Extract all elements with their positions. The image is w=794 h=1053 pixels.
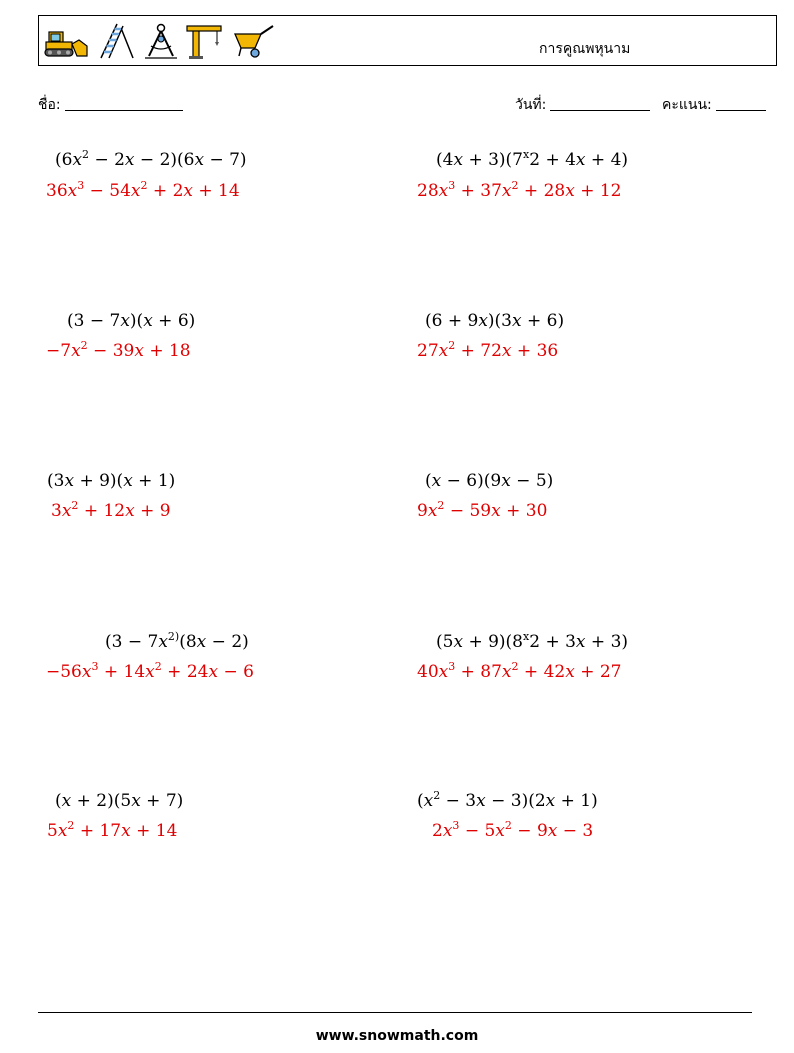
expr-token: + 1) — [132, 471, 176, 491]
expr-token: x — [124, 150, 135, 170]
score-blank[interactable] — [716, 96, 766, 111]
expr-token: x — [183, 181, 193, 201]
expr-token: + 37 — [455, 181, 502, 201]
expr-token: 3 — [91, 660, 99, 673]
expr-token: x — [491, 501, 501, 521]
expr-token: − 3 — [557, 821, 594, 841]
expr-token: + 3)(7 — [463, 150, 523, 170]
expr-token: x — [523, 630, 530, 643]
expr-token: + 2 — [147, 181, 184, 201]
expr-token: (8 — [179, 632, 197, 652]
expr-token: 3 — [77, 179, 85, 192]
expr-token: x — [575, 632, 586, 652]
footer-divider — [38, 1012, 752, 1013]
expr-token: x — [442, 821, 453, 841]
expr-token: x — [565, 181, 575, 201]
problem-8-question — [436, 632, 628, 652]
expr-token: x — [547, 821, 558, 841]
expr-token: 2 — [511, 660, 519, 673]
expr-token: (6 — [55, 150, 73, 170]
expr-token: x — [61, 791, 72, 811]
expr-token: 27 — [417, 341, 439, 361]
date-label: วันที่: — [515, 97, 547, 113]
expr-token: x — [67, 181, 78, 201]
wheelbarrow-icon — [231, 22, 275, 60]
expr-token: x — [72, 150, 83, 170]
problem-6-question — [425, 471, 553, 491]
problem-7-answer — [46, 662, 254, 682]
expr-token: + 72 — [455, 341, 502, 361]
expr-token: 3 — [448, 660, 456, 673]
expr-token: 3 — [452, 819, 460, 832]
expr-token: + 36 — [511, 341, 559, 361]
expr-token: + 14 — [98, 662, 146, 682]
problem-1-answer — [46, 181, 240, 201]
score-label: คะแนน: — [662, 97, 712, 113]
expr-token: + 14 — [192, 181, 240, 201]
expr-token: x — [121, 821, 131, 841]
expr-token: + 4) — [585, 150, 629, 170]
expr-token: − 9 — [511, 821, 548, 841]
problem-4-question — [425, 311, 564, 331]
expr-token: + 24 — [161, 662, 209, 682]
expr-token: x — [57, 821, 68, 841]
expr-token: − 6)(9 — [441, 471, 502, 491]
expr-token: x — [512, 311, 522, 331]
expr-token: + 6) — [152, 311, 196, 331]
date-field — [515, 94, 650, 116]
expr-token: ( — [417, 791, 424, 811]
problem-2-question — [436, 150, 628, 170]
problem-4-answer — [417, 341, 558, 361]
expr-token: 40 — [417, 662, 439, 682]
expr-token: x — [453, 632, 464, 652]
expr-token: x — [453, 150, 464, 170]
expr-token: 2 — [67, 819, 75, 832]
expr-token: 2 — [448, 339, 456, 352]
expr-token: x — [478, 311, 488, 331]
expr-token: x — [131, 791, 141, 811]
expr-token: 2 — [80, 339, 88, 352]
expr-token: 2 — [432, 821, 443, 841]
problem-6-answer — [417, 501, 547, 521]
expr-token: −56 — [46, 662, 82, 682]
problem-7-question — [105, 632, 249, 652]
expr-token: x — [501, 341, 512, 361]
expr-token: x — [438, 662, 449, 682]
expr-token: 2 — [140, 179, 148, 192]
expr-token: x — [123, 471, 133, 491]
expr-token: x — [120, 311, 130, 331]
expr-token: 3 — [51, 501, 62, 521]
expr-token: (3 − 7 — [105, 632, 159, 652]
expr-token: 2 — [437, 499, 445, 512]
problem-9-question — [55, 791, 183, 811]
expr-token: x — [501, 181, 512, 201]
expr-token: x — [71, 341, 81, 361]
expr-token: x — [575, 150, 586, 170]
expr-token: − 3)(2 — [485, 791, 546, 811]
problem-3-answer — [46, 341, 191, 361]
problem-10-answer — [432, 821, 593, 841]
compass-icon — [143, 22, 179, 60]
expr-token: + 9)(8 — [463, 632, 523, 652]
expr-token: 2 — [433, 789, 441, 802]
expr-token: ( — [55, 791, 62, 811]
worksheet-title: การคูณพหุนาม — [539, 41, 631, 57]
expr-token: 2 — [529, 150, 541, 170]
name-label: ชื่อ: — [38, 97, 61, 113]
expr-token: (3 − 7 — [67, 311, 121, 331]
expr-token: x — [501, 471, 511, 491]
expr-token: )(3 — [487, 311, 513, 331]
expr-token: + 6) — [521, 311, 565, 331]
worksheet-header — [38, 15, 777, 66]
expr-token: x — [423, 791, 434, 811]
expr-token: x — [81, 662, 92, 682]
crane-icon — [185, 22, 225, 60]
expr-token: x — [130, 181, 141, 201]
expr-token: − 7) — [204, 150, 247, 170]
expr-token: 28 — [417, 181, 439, 201]
expr-token: x — [61, 501, 72, 521]
bulldozer-icon — [43, 22, 91, 60]
expr-token: (4 — [436, 150, 454, 170]
expr-token: x — [64, 471, 75, 491]
expr-token: x — [427, 501, 438, 521]
expr-token: − 6 — [218, 662, 254, 682]
expr-token: x — [501, 662, 512, 682]
expr-token: + 14 — [130, 821, 178, 841]
expr-token: ( — [425, 471, 432, 491]
expr-token: + 12 — [78, 501, 126, 521]
expr-token: + 1) — [555, 791, 598, 811]
expr-token: + 42 — [518, 662, 566, 682]
expr-token: x — [125, 501, 135, 521]
problem-5-question — [47, 471, 175, 491]
header-icons — [43, 22, 275, 60]
expr-token: x — [134, 341, 144, 361]
expr-token: 36 — [46, 181, 68, 201]
expr-token: − 54 — [84, 181, 131, 201]
expr-token: x — [208, 662, 219, 682]
expr-token: )( — [129, 311, 144, 331]
expr-token: − 2 — [89, 150, 125, 170]
problem-2-answer — [417, 181, 621, 201]
expr-token: x — [523, 148, 530, 161]
expr-token: + 30 — [500, 501, 548, 521]
expr-token: 9 — [417, 501, 428, 521]
problem-5-answer — [51, 501, 171, 521]
expr-token: 5 — [47, 821, 58, 841]
expr-token: x — [431, 471, 442, 491]
footer-url: www.snowmath.com — [315, 1028, 479, 1044]
expr-token: (6 + 9 — [425, 311, 479, 331]
expr-token: 2 — [82, 148, 90, 161]
expr-token: x — [545, 791, 556, 811]
expr-token: x — [438, 181, 449, 201]
expr-token: + 12 — [574, 181, 622, 201]
expr-token: x — [145, 662, 155, 682]
date-blank[interactable] — [550, 96, 650, 111]
expr-token: 2 — [504, 819, 512, 832]
expr-token: + 7) — [140, 791, 184, 811]
expr-token: x — [194, 150, 205, 170]
problem-3-question — [67, 311, 195, 331]
expr-token: x — [158, 632, 168, 652]
problem-8-answer — [417, 662, 621, 682]
expr-token: + 3) — [585, 632, 629, 652]
expr-token: + 27 — [574, 662, 622, 682]
expr-token: − 2) — [206, 632, 249, 652]
expr-token: − 5) — [510, 471, 554, 491]
expr-token: x — [196, 632, 207, 652]
expr-token: − 3 — [440, 791, 477, 811]
name-blank[interactable] — [65, 96, 183, 111]
problem-9-answer — [47, 821, 177, 841]
expr-token: x — [565, 662, 575, 682]
expr-token: x — [476, 791, 486, 811]
expr-token: + 28 — [518, 181, 566, 201]
expr-token: − 39 — [87, 341, 135, 361]
expr-token: + 3 — [540, 632, 576, 652]
expr-token: − 5 — [459, 821, 496, 841]
expr-token: + 2)(5 — [71, 791, 132, 811]
problem-10-question — [417, 791, 598, 811]
expr-token: −7 — [46, 341, 72, 361]
expr-token: − 59 — [444, 501, 492, 521]
expr-token: x — [438, 341, 449, 361]
expr-token: + 4 — [540, 150, 576, 170]
name-field — [38, 94, 183, 116]
expr-token: 2 — [529, 632, 541, 652]
expr-token: + 17 — [74, 821, 122, 841]
expr-token: + 87 — [455, 662, 502, 682]
expr-token: 2 — [71, 499, 79, 512]
expr-token: − 2)(6 — [134, 150, 195, 170]
problem-1-question — [55, 150, 247, 170]
expr-token: + 18 — [143, 341, 191, 361]
expr-token: x — [143, 311, 153, 331]
expr-token: + 9)( — [74, 471, 124, 491]
expr-token: (5 — [436, 632, 454, 652]
ladder-icon — [97, 22, 137, 60]
expr-token: 2 — [154, 660, 162, 673]
score-field — [662, 94, 766, 116]
expr-token: 3 — [448, 179, 456, 192]
expr-token: x — [495, 821, 505, 841]
expr-token: 2 — [511, 179, 519, 192]
expr-token: (3 — [47, 471, 65, 491]
expr-token: + 9 — [134, 501, 171, 521]
expr-token: 2) — [167, 630, 180, 643]
